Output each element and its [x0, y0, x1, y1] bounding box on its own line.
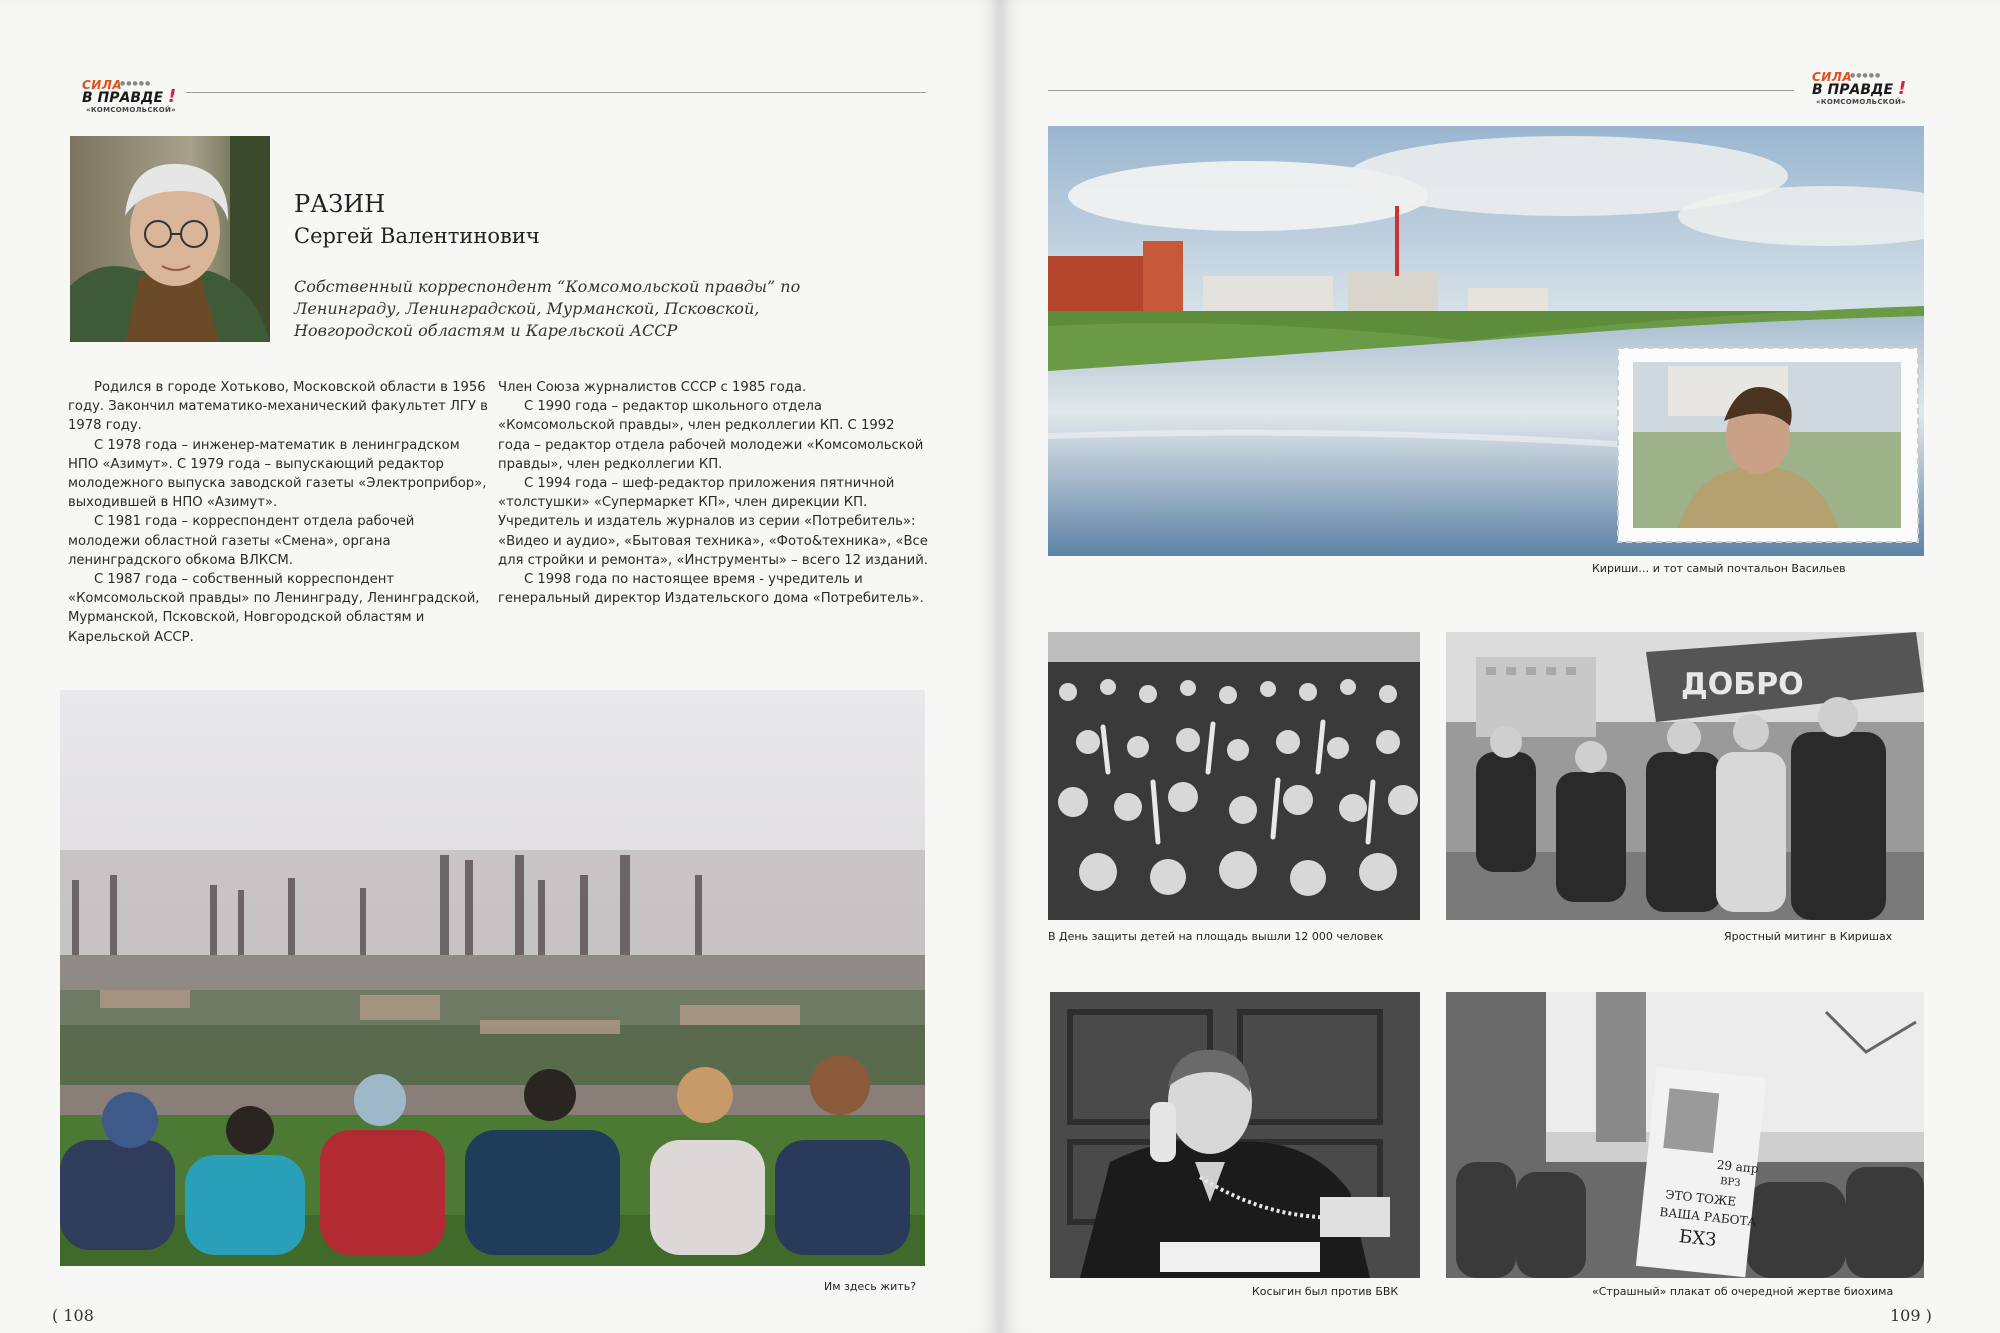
bio-paragraph: С 1990 года – редактор школьного отдела «Комсомольской правды», член редколлегии КП. С 1992 года – редактор отдела рабочей молодежи «Комсомольской правды», член редколлегии КП.	[498, 399, 924, 472]
river-photo-caption: Кириши… и тот самый почтальон Васильев	[1592, 562, 1846, 575]
page-number-left: ( 108	[52, 1306, 94, 1325]
rally-photo	[1446, 632, 1924, 920]
bio-paragraph: С 1981 года – корреспондент отдела рабочей молодежи областной газеты «Смена», органа ленинградского обкома ВЛКСМ.	[68, 514, 415, 568]
poster-line3: БХЗ	[1678, 1226, 1718, 1251]
person-surname: РАЗИН	[294, 190, 386, 218]
bio-paragraph: Родился в городе Хотьково, Московской области в 1956 году. Закончил математико-механический факультет ЛГУ в 1978 году.	[68, 380, 488, 434]
banner-text: ДОБРО	[1681, 667, 1804, 702]
header-rule	[186, 92, 926, 93]
kosygin-photo	[1050, 992, 1420, 1278]
poster-line2: ВАША РАБОТА	[1658, 1204, 1758, 1230]
river-photo	[1048, 126, 1924, 556]
logo-exclamation: !	[1898, 78, 1907, 99]
logo-line3: «КОМСОМОЛЬСКОЙ»	[86, 106, 177, 114]
big-photo-caption: Им здесь жить?	[824, 1280, 917, 1293]
logo-exclamation: !	[168, 86, 177, 107]
bio-paragraph: С 1978 года – инженер-математик в ленинградском НПО «Азимут». С 1979 года – выпускающий редактор молодежного выпуска заводской газеты «Электроприбор», выходившей в НПО «Азимут».	[68, 437, 487, 511]
bio-paragraph: С 1998 года по настоящее время - учредитель и генеральный директор Издательского дома «Потребитель».	[498, 572, 924, 607]
rally-photo-caption: Яростный митинг в Киришах	[1724, 930, 1893, 943]
page-number-right: 109 )	[1890, 1306, 1932, 1325]
newspaper-logo	[82, 78, 178, 116]
logo-line2: В ПРАВДЕ	[1812, 82, 1894, 98]
crowd-photo	[1048, 632, 1420, 920]
logo-dots: ●●●●●	[1850, 72, 1882, 79]
poster-photo-caption: «Страшный» плакат об очередной жертве биохима	[1592, 1285, 1894, 1298]
bio-paragraph: Член Союза журналистов СССР с 1985 года.	[498, 380, 807, 395]
logo-dots: ●●●●●	[120, 80, 152, 87]
poster-date: 29 апр	[1716, 1157, 1760, 1176]
crowd-photo-caption: В День защиты детей на площадь вышли 12 000 человек	[1048, 930, 1384, 943]
right-page	[1000, 0, 2000, 1333]
portrait-photo	[70, 136, 270, 342]
logo-line1: СИЛА	[1812, 70, 1853, 84]
person-given-names: Сергей Валентинович	[294, 224, 540, 248]
header-rule	[1048, 90, 1794, 91]
bio-column-2	[498, 378, 928, 608]
logo-line2: В ПРАВДЕ	[82, 90, 164, 106]
person-role: Собственный корреспондент “Комсомольской правды” по Ленинграду, Ленинградской, Мурманской, Псковской, Новгородской областям и Карельской АССР	[294, 277, 801, 340]
bio-column-1	[68, 378, 488, 647]
poster-line1: ЭТО ТОЖЕ	[1664, 1187, 1737, 1209]
kosygin-photo-caption: Косыгин был против БВК	[1252, 1285, 1399, 1298]
poster-code: ВРЗ	[1719, 1176, 1741, 1190]
industrial-city-photo	[60, 690, 925, 1266]
newspaper-logo	[1812, 70, 1908, 108]
bio-paragraph: С 1987 года – собственный корреспондент «Комсомольской правды» по Ленинграду, Ленинградской, Мурманской, Псковской, Новгородской областям и Карельской АССР.	[68, 572, 480, 645]
bio-paragraph: С 1994 года – шеф-редактор приложения пятничной «толстушки» «Супермаркет КП», член дирекции КП. Учредитель и издатель журналов из серии «Потребитель»: «Видео и аудио», «Бытовая техника», «Фото&техника», «Все для стройки и ремонта», «Инструменты» – всего 12 изданий.	[498, 476, 928, 568]
poster-photo	[1446, 992, 1924, 1278]
logo-line3: «КОМСОМОЛЬСКОЙ»	[1816, 98, 1907, 106]
logo-line1: СИЛА	[82, 78, 123, 92]
